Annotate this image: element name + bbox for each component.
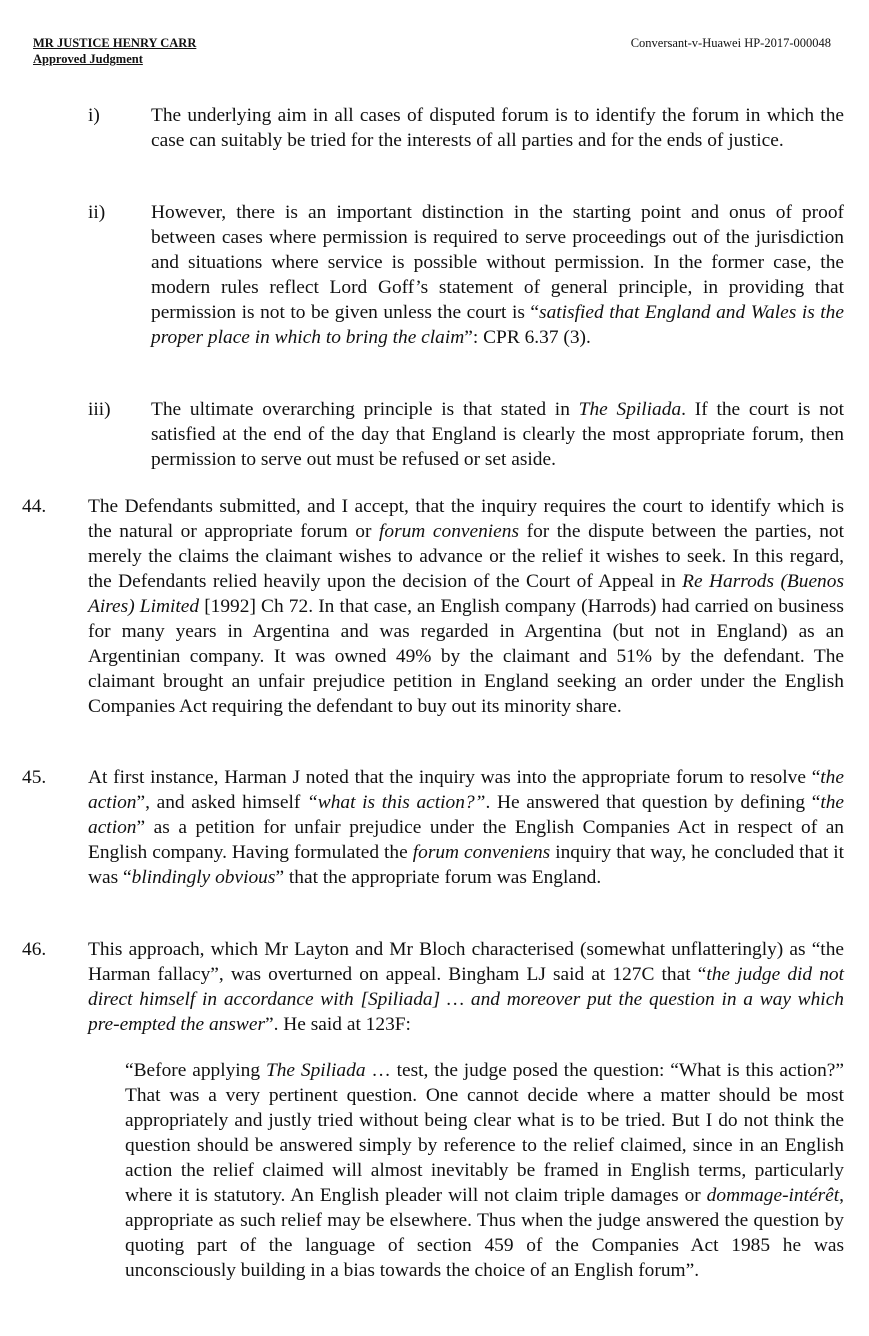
case-reference: Conversant-v-Huawei HP-2017-000048 [630, 36, 831, 50]
judgment-status: Approved Judgment [33, 52, 143, 66]
block-quote: “Before applying The Spiliada … test, the judge posed the question: “What is this action?” That was a very pertinent question. One cannot decide where a matter should be most appropriately and justly tried without being clear what is to be tried. But I do not think the question should be answered simply by reference to the relief claimed, since in an English action the relief claimed will almost inevitably be framed in English terms, particularly where it is statutory. An English pleader will not claim triple damages or dommage-intérêt, appropriate as such relief may be elsewhere. Thus when the judge answered the question by quoting part of the language of section 459 of the Companies Act 1985 he was unconsciously building in a bias towards the choice of an English forum”. [125, 1060, 844, 1281]
subpara-number: i) [88, 105, 100, 126]
paragraph-text: The Defendants submitted, and I accept, that the inquiry requires the court to identify which is the natural or appropriate forum or forum conveniens for the dispute between the parties, not merely the claims the claimant wishes to advance or the relief it wishes to seek. In this regard, the Defendants relied heavily upon the decision of the Court of Appeal in Re Harrods (Buenos Aires) Limited [1992] Ch 72. In that case, an English company (Harrods) had carried on business for many years in Argentina and was regarded in Argentina (but not in England) as an Argentinian company. It was owned 49% by the claimant and 51% by the defendant. The claimant brought an unfair prejudice petition in England seeking an order under the English Companies Act requiring the defendant to buy out its minority share. [88, 496, 844, 717]
subpara-text: However, there is an important distinction in the starting point and onus of proof between cases where permission is required to serve proceedings out of the jurisdiction and situations where service is possible without permission. In the former case, the modern rules reflect Lord Goff’s statement of general principle, in providing that permission is not to be given unless the court is “satisfied that England and Wales is the proper place in which to bring the claim”: CPR 6.37 (3). [151, 202, 844, 348]
paragraph-number: 45. [22, 767, 47, 788]
paragraph-text: At first instance, Harman J noted that the inquiry was into the appropriate forum to resolve “the action”, and asked himself “what is this action?”. He answered that question by defining “the action” as a petition for unfair prejudice under the English Companies Act in respect of an English company. Having formulated the forum conveniens inquiry that way, he concluded that it was “blindingly obvious” that the appropriate forum was England. [88, 767, 845, 888]
subpara-number: ii) [88, 202, 106, 223]
subpara-text: The ultimate overarching principle is that stated in The Spiliada. If the court is not satisfied at the end of the day that England is clearly the most appropriate forum, then permission to serve out must be refused or set aside. [151, 399, 844, 470]
page-header-left [33, 35, 196, 67]
paragraph-number: 44. [22, 496, 47, 517]
subpara-number: iii) [88, 399, 111, 420]
subpara-text: The underlying aim in all cases of disputed forum is to identify the forum in which the case can suitably be tried for the interests of all parties and for the ends of justice. [151, 105, 844, 151]
judge-name: MR JUSTICE HENRY CARR [33, 36, 197, 50]
paragraph-number: 46. [22, 939, 47, 960]
paragraph-text: This approach, which Mr Layton and Mr Bloch characterised (somewhat unflatteringly) as “the Harman fallacy”, was overturned on appeal. Bingham LJ said at 127C that “the judge did not direct himself in accordance with [Spiliada] … and moreover put the question in a way which pre-empted the answer”. He said at 123F: [88, 939, 844, 1035]
